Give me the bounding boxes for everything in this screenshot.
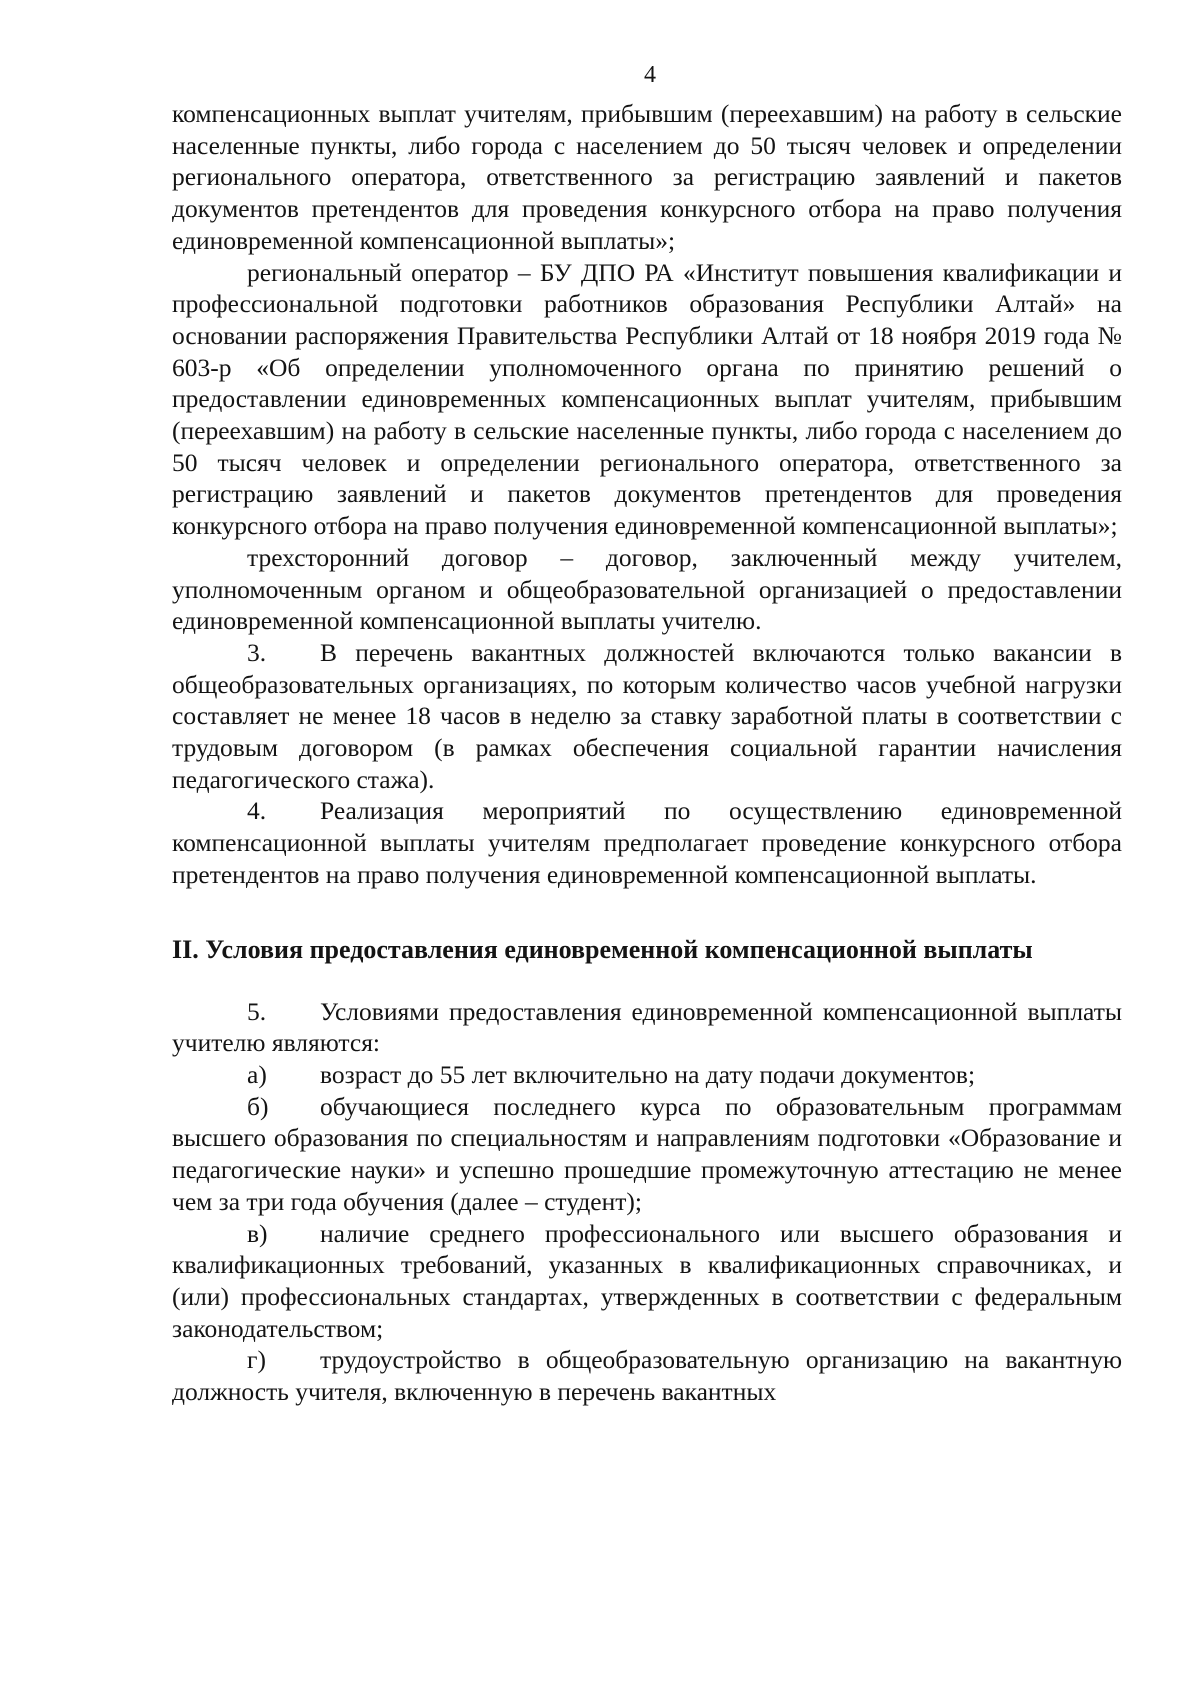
subitem-text: возраст до 55 лет включительно на дату подачи документов; (320, 1059, 976, 1089)
section-2-body (172, 996, 1122, 1408)
subitem-g (172, 1344, 1122, 1407)
item-number: 3. (247, 637, 267, 667)
document-body (172, 98, 1122, 1408)
numbered-item-4 (172, 795, 1122, 890)
paragraph-intro-continuation: компенсационных выплат учителям, прибывшим (переехавшим) на работу в сельские населенные пункты, либо города с населением до 50 тысяч человек и определении регионального оператора, ответственного за регистрацию заявлений и пакетов документов претендентов для проведения конкурсного отбора на право получения единовременной компенсационной выплаты»; (172, 99, 1122, 255)
subitem-a (172, 1059, 1122, 1091)
section-heading: II. Условия предоставления единовременной компенсационной выплаты (172, 934, 1033, 964)
subitem-text: обучающиеся последнего курса по образовательным программам высшего образования по специальностям и направлениям подготовки «Образование и педагогические науки» и успешно прошедшие промежуточную аттестацию не менее чем за три года обучения (далее – студент); (172, 1091, 1122, 1216)
numbered-item-5 (172, 996, 1122, 1059)
item-number: 4. (247, 796, 267, 826)
subitem-b (172, 1091, 1122, 1218)
subitem-letter: б) (247, 1091, 269, 1121)
subitem-text: наличие среднего профессионального или высшего образования и квалификационных требований, указанных в квалификационных справочниках, и (или) профессиональных стандартах, утвержденных в соответствии с федеральным законодательством; (172, 1218, 1122, 1343)
item-text: Условиями предоставления единовременной компенсационной выплаты учителю являются: (172, 996, 1122, 1058)
item-text: Реализация мероприятий по осуществлению единовременной компенсационной выплаты учителям предполагает проведение конкурсного отбора претендентов на право получения единовременной компенсационной выплаты. (172, 796, 1122, 889)
paragraph-tripartite-contract: трехсторонний договор – договор, заключенный между учителем, уполномоченным органом и общеобразовательной организацией о предоставлении единовременной компенсационной выплаты учителю. (172, 542, 1122, 636)
subitem-letter: г) (247, 1345, 266, 1375)
subitem-letter: а) (247, 1059, 267, 1089)
numbered-item-3 (172, 637, 1122, 796)
page-number: 4 (644, 62, 656, 88)
item-text: В перечень вакантных должностей включаются только вакансии в общеобразовательных организациях, по которым количество часов учебной нагрузки составляет не менее 18 часов в неделю за ставку заработной платы в соответствии с трудовым договором (в рамках обеспечения социальной гарантии начисления педагогического стажа). (172, 637, 1122, 794)
subitem-v (172, 1218, 1122, 1345)
subitem-letter: в) (247, 1218, 268, 1248)
subitem-text: трудоустройство в общеобразовательную организацию на вакантную должность учителя, включенную в перечень вакантных (172, 1345, 1122, 1407)
item-number: 5. (247, 996, 267, 1026)
paragraph-regional-operator: региональный оператор – БУ ДПО РА «Институт повышения квалификации и профессиональной подготовки работников образования Республики Алтай» на основании распоряжения Правительства Республики Алтай от 18 ноября 2019 года № 603-р «Об определении уполномоченного органа по принятию решений о предоставлении единовременных компенсационных выплат учителям, прибывшим (переехавшим) на работу в сельские населенные пункты, либо города с населением до 50 тысяч человек и определении регионального оператора, ответственного за регистрацию заявлений и пакетов документов претендентов для проведения конкурсного отбора на право получения единовременной компенсационной выплаты»; (172, 257, 1122, 541)
